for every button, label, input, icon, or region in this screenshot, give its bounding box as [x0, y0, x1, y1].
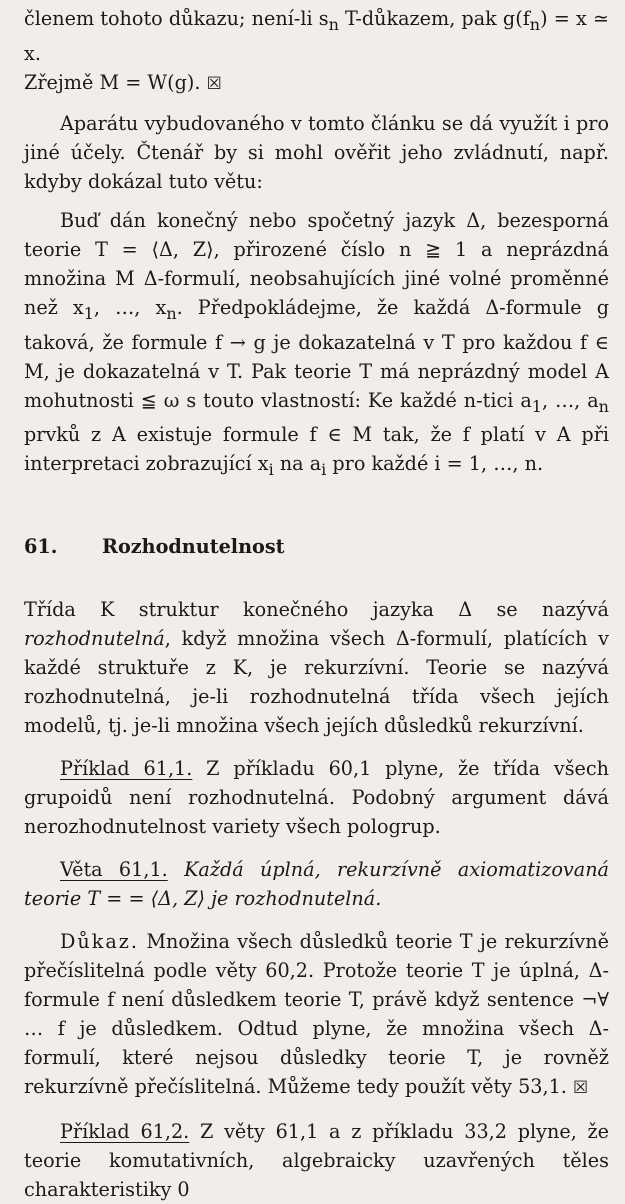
proof: Důkaz. Množina všech důsledků teorie T je rekurzívně přečíslitelná podle věty 60,2. Protože teorie T je úplná, Δ-formule f není důsledkem teorie T, právě když sentence ¬∀ … f je důsledkem. Odtud plyne, že množina všech Δ-formulí, které nejsou důsledky teorie T, je rovněž rekurzívně přečíslitelná. Můžeme tedy použít věty 53,1. ☒ — [24, 930, 609, 1099]
example-61-1: Příklad 61,1. Z příkladu 60,1 plyne, že třída všech grupoidů není rozhodnutelná. Podobný argument dává nerozhodnutelnost variety všech pologrup. — [24, 757, 609, 839]
proof-label: Důkaz. — [60, 930, 140, 954]
paragraph-intro: Aparátu vybudovaného v tomto článku se dá využít i pro jiné účely. Čtenář by si mohl ověřit jeho zvládnutí, např. kdyby dokázal tuto větu: — [24, 111, 609, 193]
section-heading — [24, 532, 609, 561]
qed-box-icon: ☒ — [573, 1078, 589, 1099]
section-title: Rozhodnutelnost — [102, 535, 285, 559]
defined-term: rozhodnutelná — [24, 627, 165, 651]
paragraph-continuation: členem tohoto důkazu; není-li $s_n$ T-důkazem, pak $g(f_n) = x$ ≃ x. Zřejmě M = W(g). ☒ — [24, 7, 609, 94]
paragraph-definition: Třída K struktur konečného jazyka Δ se nazývá rozhodnutelná, když množina všech Δ-formulí, platících v každé struktuře z K, je rekurzívní. Teorie se nazývá rozhodnutelná, je-li rozhodnutelná třída všech jejích modelů, tj. je-li množina všech jejích důsledků rekurzívní. — [24, 598, 609, 738]
example-label: Příklad 61,1. — [60, 757, 193, 781]
theorem-statement: Každá úplná, rekurzívně axiomatizovaná teorie T = = ⟨Δ, Z⟩ je rozhodnutelná. — [24, 858, 609, 911]
example-label: Příklad 61,2. — [60, 1120, 190, 1144]
section-number: 61. — [24, 535, 58, 559]
example-61-2: Příklad 61,2. Z věty 61,1 a z příkladu 33,2 plyne, že teorie komutativních, algebraicky uzavřených těles charakteristiky 0 — [24, 1120, 609, 1202]
theorem-label: Věta 61,1. — [60, 858, 168, 882]
theorem-61-1 — [24, 855, 609, 913]
qed-box-icon: ☒ — [206, 73, 222, 94]
paragraph-exercise-theorem: Buď dán konečný nebo spočetný jazyk Δ, bezesporná teorie T = ⟨Δ, Z⟩, přirozené číslo n ≧ 1 a neprázdná množina M Δ-formulí, neobsahujících jiné volné proměnné než $x_1$, …, $x_n$. Předpokládejme, že každá Δ-formule g taková, že formule f → g je dokazatelná v T pro každou f ∈ M, je dokazatelná v T. Pak teorie T má neprázdný model A mohutnosti ≦ ω s touto vlastností: Ke každé n-tici $a_1$, …, $a_n$ prvků z A existuje formule f ∈ M tak, že f platí v A při interpretaci zobrazující $x_i$ na $a_i$ pro každé i = 1, …, n. — [24, 208, 609, 480]
